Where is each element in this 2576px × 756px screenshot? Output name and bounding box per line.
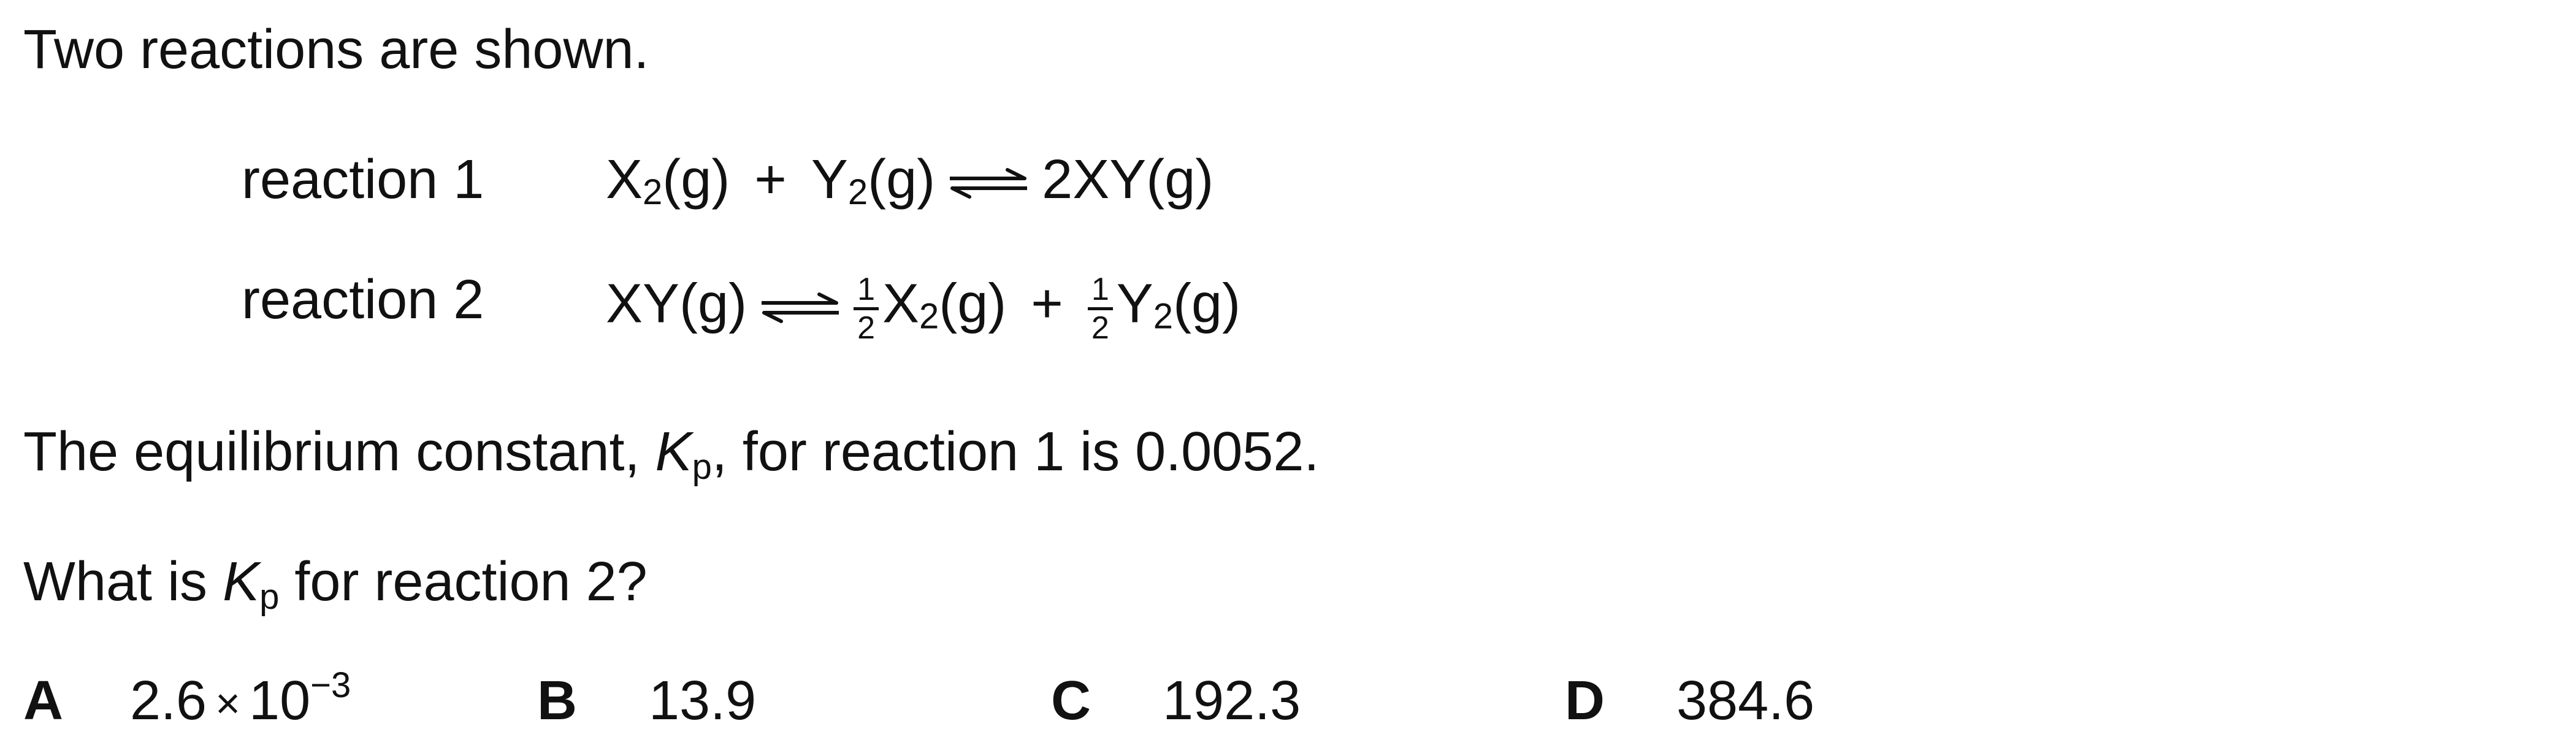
option-c-letter[interactable]: C bbox=[1051, 670, 1091, 731]
half-fraction bbox=[1088, 273, 1113, 344]
half-fraction bbox=[854, 273, 879, 344]
reactant: XY(g) bbox=[606, 273, 747, 335]
option-a-base: 10 bbox=[249, 670, 311, 731]
kp-symbol: K bbox=[655, 421, 692, 483]
reactant-y-subscript: 2 bbox=[847, 172, 868, 212]
product-y-subscript: 2 bbox=[1153, 296, 1174, 337]
times-sign: × bbox=[215, 679, 241, 727]
product-x-state: (g) bbox=[939, 273, 1007, 335]
option-b-value[interactable]: 13.9 bbox=[649, 670, 757, 731]
option-b-letter[interactable]: B bbox=[537, 670, 577, 731]
reaction-1-equation bbox=[606, 149, 1214, 212]
equilibrium-arrow-icon bbox=[760, 292, 840, 323]
option-a-letter[interactable]: A bbox=[23, 670, 63, 731]
reactant-x-subscript: 2 bbox=[643, 172, 663, 212]
reaction-1-label: reaction 1 bbox=[242, 149, 484, 210]
option-d-letter[interactable]: D bbox=[1565, 670, 1605, 731]
option-a-mantissa: 2.6 bbox=[130, 670, 207, 731]
question-prefix: What is bbox=[23, 551, 223, 613]
reactant-y-state: (g) bbox=[868, 149, 936, 210]
option-c-value[interactable]: 192.3 bbox=[1163, 670, 1301, 731]
intro-text: Two reactions are shown. bbox=[23, 19, 649, 80]
fraction-denominator: 2 bbox=[857, 310, 875, 346]
kp-symbol: K bbox=[223, 551, 260, 613]
plus-sign: + bbox=[754, 149, 787, 210]
fraction-denominator: 2 bbox=[1091, 310, 1109, 346]
option-a-value[interactable] bbox=[130, 665, 351, 731]
fraction-numerator: 1 bbox=[854, 273, 879, 310]
option-a-exponent: −3 bbox=[310, 665, 351, 705]
reaction-2-label: reaction 2 bbox=[242, 269, 484, 330]
statement-text bbox=[23, 421, 1320, 487]
product-x: X bbox=[882, 273, 920, 335]
reactant-x: X bbox=[606, 149, 643, 210]
statement-prefix: The equilibrium constant, bbox=[23, 421, 655, 483]
question-text bbox=[23, 551, 648, 617]
kp-subscript: p bbox=[259, 577, 280, 617]
reactant-x-state: (g) bbox=[662, 149, 730, 210]
equilibrium-arrow-icon bbox=[949, 168, 1028, 199]
product: 2XY(g) bbox=[1042, 149, 1214, 210]
product-y-state: (g) bbox=[1173, 273, 1241, 335]
question-suffix: for reaction 2? bbox=[279, 551, 648, 613]
plus-sign: + bbox=[1031, 273, 1063, 335]
product-y: Y bbox=[1116, 273, 1153, 335]
reaction-2-equation bbox=[606, 272, 1241, 346]
statement-suffix: , for reaction 1 is 0.0052. bbox=[711, 421, 1320, 483]
fraction-numerator: 1 bbox=[1088, 273, 1113, 310]
kp-subscript: p bbox=[692, 447, 712, 487]
reactant-y: Y bbox=[811, 149, 848, 210]
option-d-value[interactable]: 384.6 bbox=[1676, 670, 1815, 731]
product-x-subscript: 2 bbox=[919, 296, 939, 337]
